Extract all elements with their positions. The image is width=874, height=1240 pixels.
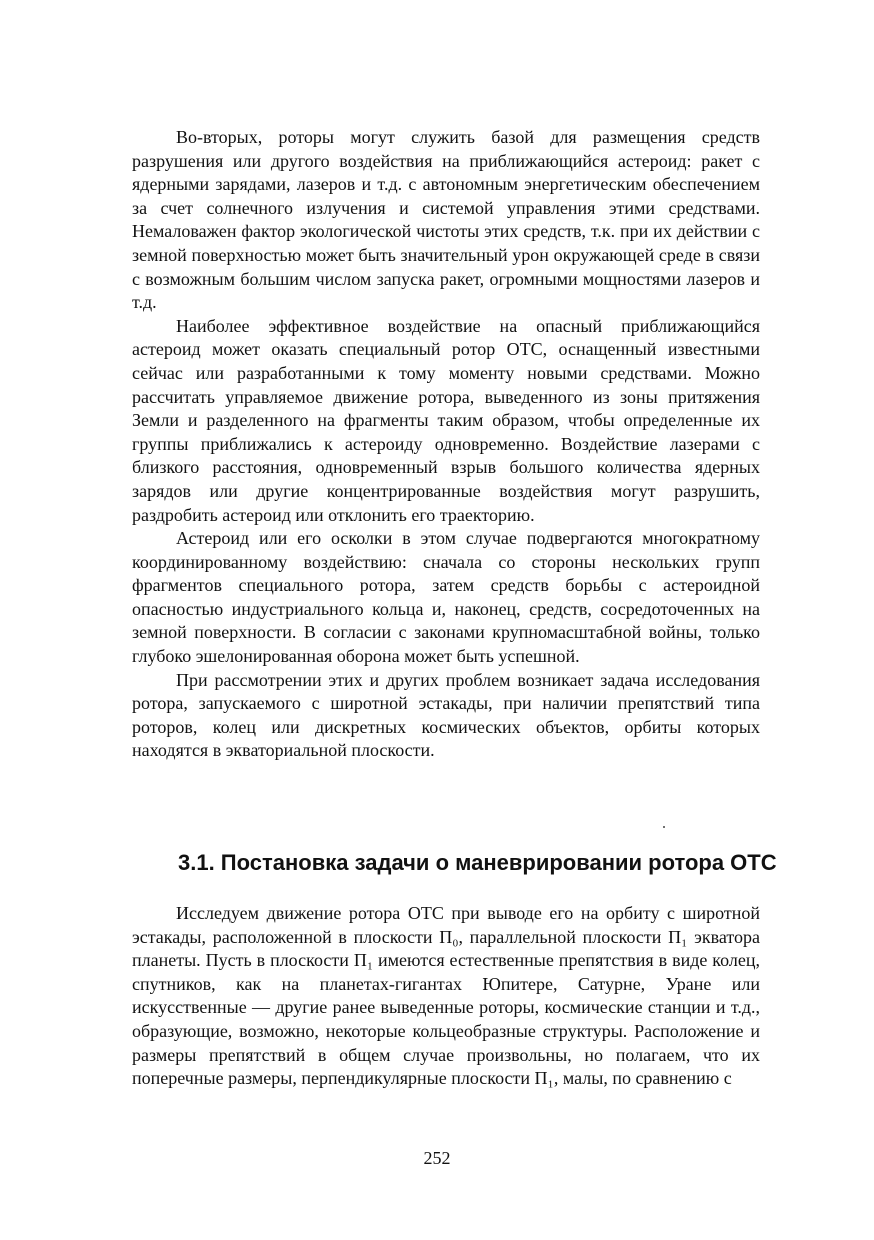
page-number: 252 [423, 1148, 451, 1168]
paragraph-1: Во-вторых, роторы могут служить базой для размещения средств разрушения или другого воздействия на приближающийся астероид: ракет с ядерными зарядами, лазеров и т.д. с автономным энергетическим обеспечением за счет солнечного излучения и системой управления этими средствами. Немаловажен фактор экологической чистоты этих средств, т.к. при их действии с земной поверхностью может быть значительный урон окружающей среде в связи с возможным большим числом запуска ракет, огромными мощностями лазеров и т.д. [132, 127, 760, 313]
paragraph-3: Астероид или его осколки в этом случае подвергаются многократному координированному воздействию: сначала со стороны нескольких групп фрагментов специального ротора, затем средств борьбы с астероидной опасностью индустриального кольца и, наконец, средств, сосредоточенных на земной поверхности. В согласии с законами крупномасштабной войны, только глубоко эшелонированная оборона может быть успешной. [132, 528, 760, 667]
section-heading: 3.1. Постановка задачи о маневрировании ротора ОТС [178, 850, 777, 875]
scan-speck [663, 826, 665, 828]
section-paragraph: Исследуем движение ротора ОТС при выводе его на орбиту с широтной эстакады, расположенной в плоскости П₀, параллельной плоскости П₁ экватора планеты. Пусть в плоскости П₁ имеются естественные препятствия в виде колец, спутников, как на планетах-гигантах Юпитере, Сатурне, Уране или искусственные — другие ранее выведенные роторы, космические станции и т.д., образующие, возможно, некоторые кольцеобразные структуры. Расположение и размеры препятствий в общем случае произвольны, но полагаем, что их поперечные размеры, перпендикулярные плоскости П₁, малы, по сравнению с [132, 903, 760, 1089]
paragraph-4: При рассмотрении этих и других проблем возникает задача исследования ротора, запускаемого с широтной эстакады, при наличии препятствий типа роторов, колец или дискретных космических объектов, орбиты которых находятся в экваториальной плоскости. [132, 669, 760, 761]
section-body [132, 902, 760, 1091]
body-text [132, 126, 760, 763]
paragraph-2: Наиболее эффективное воздействие на опасный приближающийся астероид может оказать специальный ротор ОТС, оснащенный известными сейчас или разработанными к тому моменту новыми средствами. Можно рассчитать управляемое движение ротора, выведенного из зоны притяжения Земли и разделенного на фрагменты таким образом, чтобы определенные их группы приближались к астероиду одновременно. Воздействие лазерами с близкого расстояния, одновременный взрыв большого количества ядерных зарядов или другие концентрированные воздействия могут разрушить, раздробить астероид или отклонить его траекторию. [132, 315, 760, 525]
